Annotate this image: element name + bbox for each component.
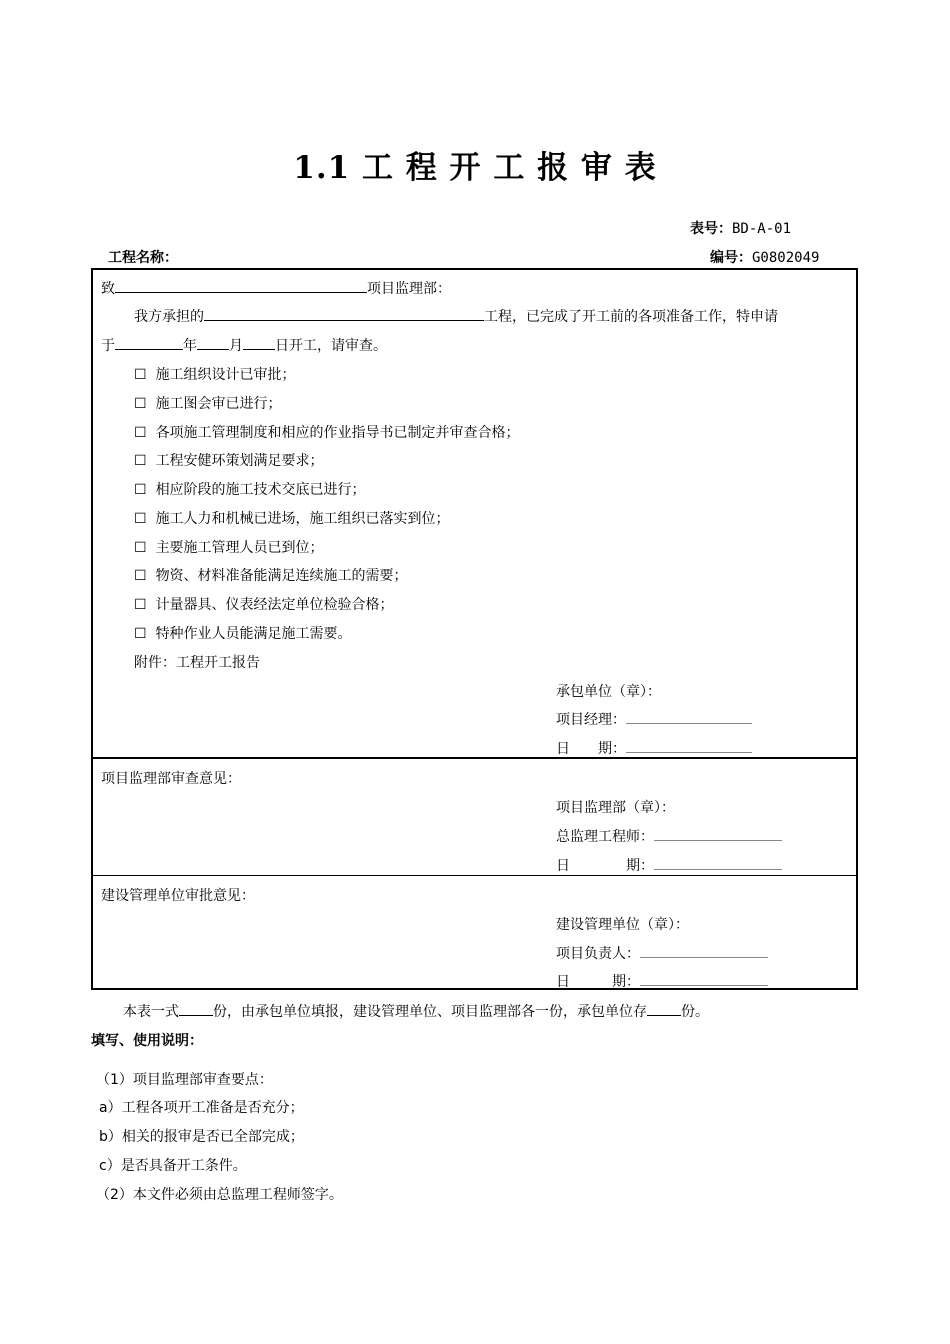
contractor-date-label: 日 期： <box>556 741 626 757</box>
statement-prefix: 我方承担的 <box>134 309 204 325</box>
checkbox-icon[interactable]: ☐ <box>134 511 147 527</box>
checklist-item-label: 各项施工管理制度和相应的作业指导书已制定并审查合格； <box>155 425 520 441</box>
statement-line-1 <box>134 306 778 326</box>
project-manager-label: 项目经理： <box>556 712 626 728</box>
chief-engineer-signature-blank[interactable] <box>654 828 782 841</box>
chief-engineer-field <box>556 826 782 846</box>
checkbox-icon[interactable]: ☐ <box>134 425 147 441</box>
responsible-person-field <box>556 943 768 963</box>
contractor-date-blank[interactable] <box>626 740 752 753</box>
contractor-seal-label: 承包单位（章）： <box>556 684 661 700</box>
checkbox-icon[interactable]: ☐ <box>134 626 147 642</box>
owner-date-blank[interactable] <box>640 973 768 986</box>
responsible-person-signature-blank[interactable] <box>640 945 768 958</box>
date-prefix: 于 <box>101 338 115 354</box>
form-number-value: BD-A-01 <box>732 221 792 237</box>
checklist-item-label: 计量器具、仪表经法定单位检验合格； <box>155 597 394 613</box>
page-title: 1.1 工 程 开 工 报 审 表 <box>293 150 657 186</box>
checkbox-icon[interactable]: ☐ <box>134 597 147 613</box>
supervisor-date-blank[interactable] <box>654 857 782 870</box>
day-suffix: 日开工，请审查。 <box>275 338 387 354</box>
checkbox-icon[interactable]: ☐ <box>134 396 147 412</box>
checklist-item-label: 物资、材料准备能满足连续施工的需要； <box>155 568 408 584</box>
checklist-item-label: 主要施工管理人员已到位； <box>155 540 324 556</box>
addressee-line <box>101 278 451 298</box>
instruction-line: b）相关的报审是否已全部完成； <box>99 1129 304 1145</box>
serial-number <box>710 247 819 267</box>
checkbox-icon[interactable]: ☐ <box>134 568 147 584</box>
checklist-item-label: 特种作业人员能满足施工需要。 <box>155 626 352 642</box>
month-blank[interactable] <box>197 335 229 350</box>
instruction-line: c）是否具备开工条件。 <box>99 1158 247 1174</box>
project-name-label: 工程名称： <box>108 250 178 266</box>
checklist-item[interactable] <box>134 565 408 585</box>
copies-note <box>123 1001 709 1021</box>
contractor-copies-blank[interactable] <box>647 1001 681 1016</box>
chief-engineer-label: 总监理工程师： <box>556 829 654 845</box>
supervisor-seal-label: 项目监理部（章）： <box>556 800 675 816</box>
checklist-item[interactable] <box>134 393 282 413</box>
year-label: 年 <box>183 338 197 354</box>
day-blank[interactable] <box>243 335 275 350</box>
checklist-item[interactable] <box>134 623 352 643</box>
attachment-note: 附件：工程开工报告 <box>134 655 260 671</box>
copies-prefix: 本表一式 <box>123 1004 179 1020</box>
copies-count-blank[interactable] <box>179 1001 213 1016</box>
checklist-item-label: 施工人力和机械已进场，施工组织已落实到位； <box>155 511 450 527</box>
supervisor-name-blank[interactable] <box>115 278 367 293</box>
checkbox-icon[interactable]: ☐ <box>134 482 147 498</box>
checklist-item[interactable] <box>134 508 450 528</box>
serial-label: 编号： <box>710 250 752 266</box>
serial-value: G0802049 <box>752 250 820 266</box>
owner-date-field <box>556 971 768 991</box>
responsible-person-label: 项目负责人： <box>556 946 640 962</box>
instruction-line: （2）本文件必须由总监理工程师签字。 <box>96 1187 343 1203</box>
supervisor-date-field <box>556 855 782 875</box>
addressee-prefix: 致 <box>101 281 115 297</box>
owner-seal-label: 建设管理单位（章）： <box>556 917 689 933</box>
owner-date-label: 日 期： <box>556 974 640 990</box>
checklist-item-label: 施工图会审已进行； <box>155 396 282 412</box>
contractor-date-field <box>556 738 752 758</box>
checklist-item[interactable] <box>134 450 324 470</box>
form-number <box>690 218 791 238</box>
checkbox-icon[interactable]: ☐ <box>134 540 147 556</box>
month-label: 月 <box>229 338 243 354</box>
checklist-item[interactable] <box>134 537 324 557</box>
checkbox-icon[interactable]: ☐ <box>134 367 147 383</box>
copies-suffix: 份。 <box>681 1004 709 1020</box>
checklist-item[interactable] <box>134 364 296 384</box>
instruction-line: （1）项目监理部审查要点： <box>96 1072 273 1088</box>
checklist-item-label: 相应阶段的施工技术交底已进行； <box>155 482 366 498</box>
section-divider-2 <box>91 875 858 876</box>
form-number-label: 表号： <box>690 221 732 237</box>
statement-suffix: 工程，已完成了开工前的各项准备工作，特申请 <box>484 309 778 325</box>
supervisor-opinion-heading: 项目监理部审查意见： <box>101 771 241 787</box>
checklist-item-label: 工程安健环策划满足要求； <box>155 453 324 469</box>
checklist-item[interactable] <box>134 594 394 614</box>
supervisor-date-label: 日 期： <box>556 858 654 874</box>
instruction-line: a）工程各项开工准备是否充分； <box>99 1100 304 1116</box>
owner-approval-heading: 建设管理单位审批意见： <box>101 888 255 904</box>
instructions-heading: 填写、使用说明： <box>91 1033 203 1049</box>
addressee-suffix: 项目监理部： <box>367 281 451 297</box>
project-blank[interactable] <box>204 306 484 321</box>
project-manager-field <box>556 709 752 729</box>
copies-middle: 份，由承包单位填报，建设管理单位、项目监理部各一份，承包单位存 <box>213 1004 647 1020</box>
project-manager-signature-blank[interactable] <box>626 711 752 724</box>
checklist-item[interactable] <box>134 479 366 499</box>
statement-line-2 <box>101 335 387 355</box>
checkbox-icon[interactable]: ☐ <box>134 453 147 469</box>
checklist-item-label: 施工组织设计已审批； <box>155 367 296 383</box>
checklist-item[interactable] <box>134 422 520 442</box>
year-blank[interactable] <box>115 335 183 350</box>
